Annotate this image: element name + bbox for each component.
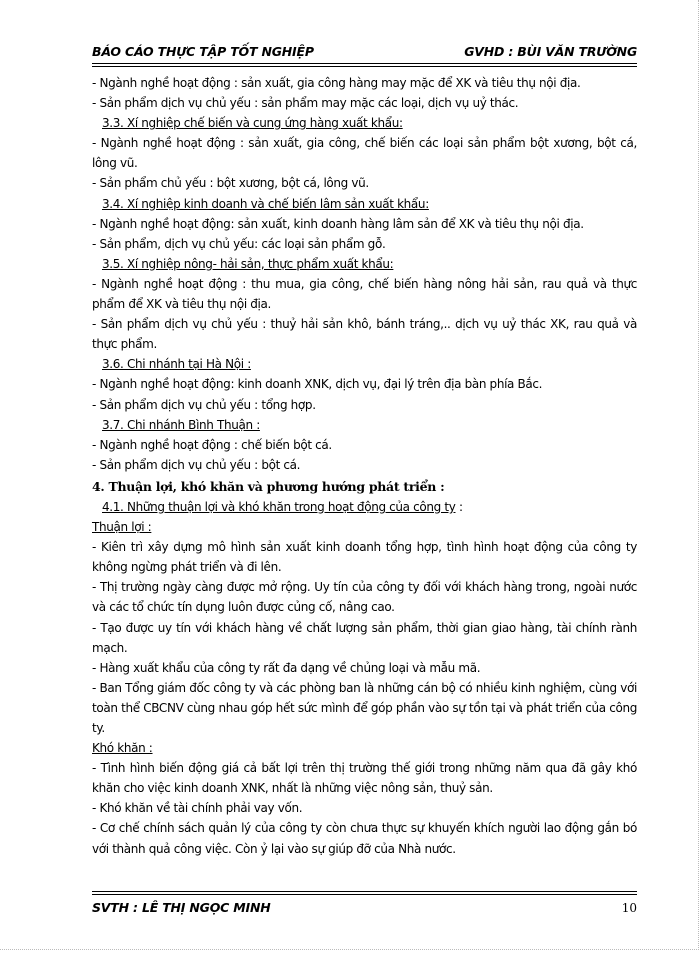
body-paragraph: - Sản phẩm, dịch vụ chủ yếu: các loại sản phẩm gỗ. bbox=[92, 236, 386, 251]
body-paragraph: - Ngành nghề hoạt động: sản xuất, kinh doanh hàng lâm sản để XK và tiêu thụ nội địa. bbox=[92, 216, 584, 231]
header-rule-bottom bbox=[92, 66, 637, 67]
footer-rule-bottom bbox=[92, 894, 637, 895]
body-paragraph: - Ngành nghề hoạt động: kinh doanh XNK, dịch vụ, đại lý trên địa bàn phía Bắc. bbox=[92, 377, 543, 392]
body-paragraph: - Khó khăn về tài chính phải vay vốn. bbox=[92, 801, 303, 816]
subsection-heading bbox=[92, 194, 637, 214]
subsection-heading bbox=[92, 113, 637, 133]
body-paragraph: - Sản phẩm dịch vụ chủ yếu : sản phẩm may mặc các loại, dịch vụ uỷ thác. bbox=[92, 96, 519, 111]
subsection-heading-text: 3.4. Xí nghiệp kinh doanh và chế biến lâm sản xuất khẩu: bbox=[102, 196, 429, 211]
subsection-heading-text: 3.6. Chi nhánh tại Hà Nội : bbox=[102, 357, 251, 372]
page-number: 10 bbox=[621, 901, 637, 915]
category-label bbox=[92, 517, 637, 537]
subsection-heading-text: 4.1. Những thuận lợi và khó khăn trong hoạt động của công ty bbox=[102, 499, 456, 514]
footer-rule-top bbox=[92, 891, 637, 892]
document-body bbox=[92, 73, 637, 859]
body-paragraph: - Sản phẩm dịch vụ chủ yếu : tổng hợp. bbox=[92, 397, 316, 412]
body-paragraph: - Ngành nghề hoạt động : chế biến bột cá. bbox=[92, 437, 332, 452]
category-label bbox=[92, 738, 637, 758]
body-paragraph: - Sản phẩm dịch vụ chủ yếu : bột cá. bbox=[92, 457, 301, 472]
body-paragraph: - Sản phẩm dịch vụ chủ yếu : thuỷ hải sản khô, bánh tráng,.. dịch vụ uỷ thác XK, rau quả và thực phẩm. bbox=[92, 317, 637, 352]
student-name: SVTH : LÊ THỊ NGỌC MINH bbox=[92, 900, 271, 915]
subsection-heading bbox=[92, 415, 637, 435]
category-label-text: Thuận lợi : bbox=[92, 520, 152, 535]
subsection-heading-text: 3.3. Xí nghiệp chế biến và cung ứng hàng xuất khẩu: bbox=[102, 116, 403, 131]
page-footer bbox=[92, 900, 637, 915]
body-paragraph: - Ban Tổng giám đốc công ty và các phòng ban là những cán bộ có nhiều kinh nghiệm, cùng với toàn thể CBCNV cùng nhau góp hết sức mình để góp phần vào sự tồn tại và phát triển của công ty. bbox=[92, 680, 637, 735]
subsection-heading-text: 3.5. Xí nghiệp nông- hải sản, thực phẩm xuất khẩu: bbox=[102, 256, 394, 271]
subsection-heading bbox=[92, 354, 637, 374]
body-paragraph: - Hàng xuất khẩu của công ty rất đa dạng về chủng loại và mẫu mã. bbox=[92, 660, 481, 675]
body-paragraph: - Kiên trì xây dựng mô hình sản xuất kinh doanh tổng hợp, tình hình hoạt động của công ty không ngừng phát triển và đi lên. bbox=[92, 540, 637, 575]
subsection-heading-text: 3.7. Chi nhánh Bình Thuận : bbox=[102, 417, 260, 432]
body-paragraph: - Cơ chế chính sách quản lý của công ty còn chưa thực sự khuyến khích người lao động gắn bó với thành quả công việc. Còn ỷ lại vào sự giúp đỡ của Nhà nước. bbox=[92, 821, 637, 856]
category-label-text: Khó khăn : bbox=[92, 741, 153, 756]
body-paragraph: - Ngành nghề hoạt động : sản xuất, gia công hàng may mặc để XK và tiêu thụ nội địa. bbox=[92, 76, 581, 90]
advisor-name: GVHD : BÙI VĂN TRƯỜNG bbox=[464, 44, 637, 59]
subsection-heading-suffix: : bbox=[455, 499, 463, 514]
body-paragraph: - Sản phẩm chủ yếu : bột xương, bột cá, lông vũ. bbox=[92, 176, 369, 191]
body-paragraph: - Ngành nghề hoạt động : sản xuất, gia công, chế biến các loại sản phẩm bột xương, bột cá, lông vũ. bbox=[92, 136, 637, 171]
body-paragraph: - Tình hình biến động giá cả bất lợi trên thị trường thế giới trong những năm qua đã gây khó khăn cho việc kinh doanh XNK, nhất là những việc nông sản, thuỷ sản. bbox=[92, 761, 637, 796]
body-paragraph: - Ngành nghề hoạt động : thu mua, gia công, chế biến hàng nông hải sản, rau quả và thực phẩm để XK và tiêu thụ nội địa. bbox=[92, 276, 637, 312]
report-title: BÁO CÁO THỰC TẬP TỐT NGHIỆP bbox=[92, 44, 314, 59]
section-heading: 4. Thuận lợi, khó khăn và phương hướng phát triển : bbox=[92, 478, 445, 494]
body-paragraph: - Thị trường ngày càng được mở rộng. Uy tín của công ty đối với khách hàng trong, ngoài nước và các tổ chức tín dụng luôn được củng cố, nâng cao. bbox=[92, 580, 637, 615]
body-paragraph: - Tạo được uy tín với khách hàng về chất lượng sản phẩm, thời gian giao hàng, tài chính rành mạch. bbox=[92, 620, 637, 655]
header-rule-top bbox=[92, 63, 637, 64]
subsection-heading bbox=[92, 497, 637, 517]
subsection-heading bbox=[92, 254, 637, 274]
page-header bbox=[92, 44, 637, 59]
